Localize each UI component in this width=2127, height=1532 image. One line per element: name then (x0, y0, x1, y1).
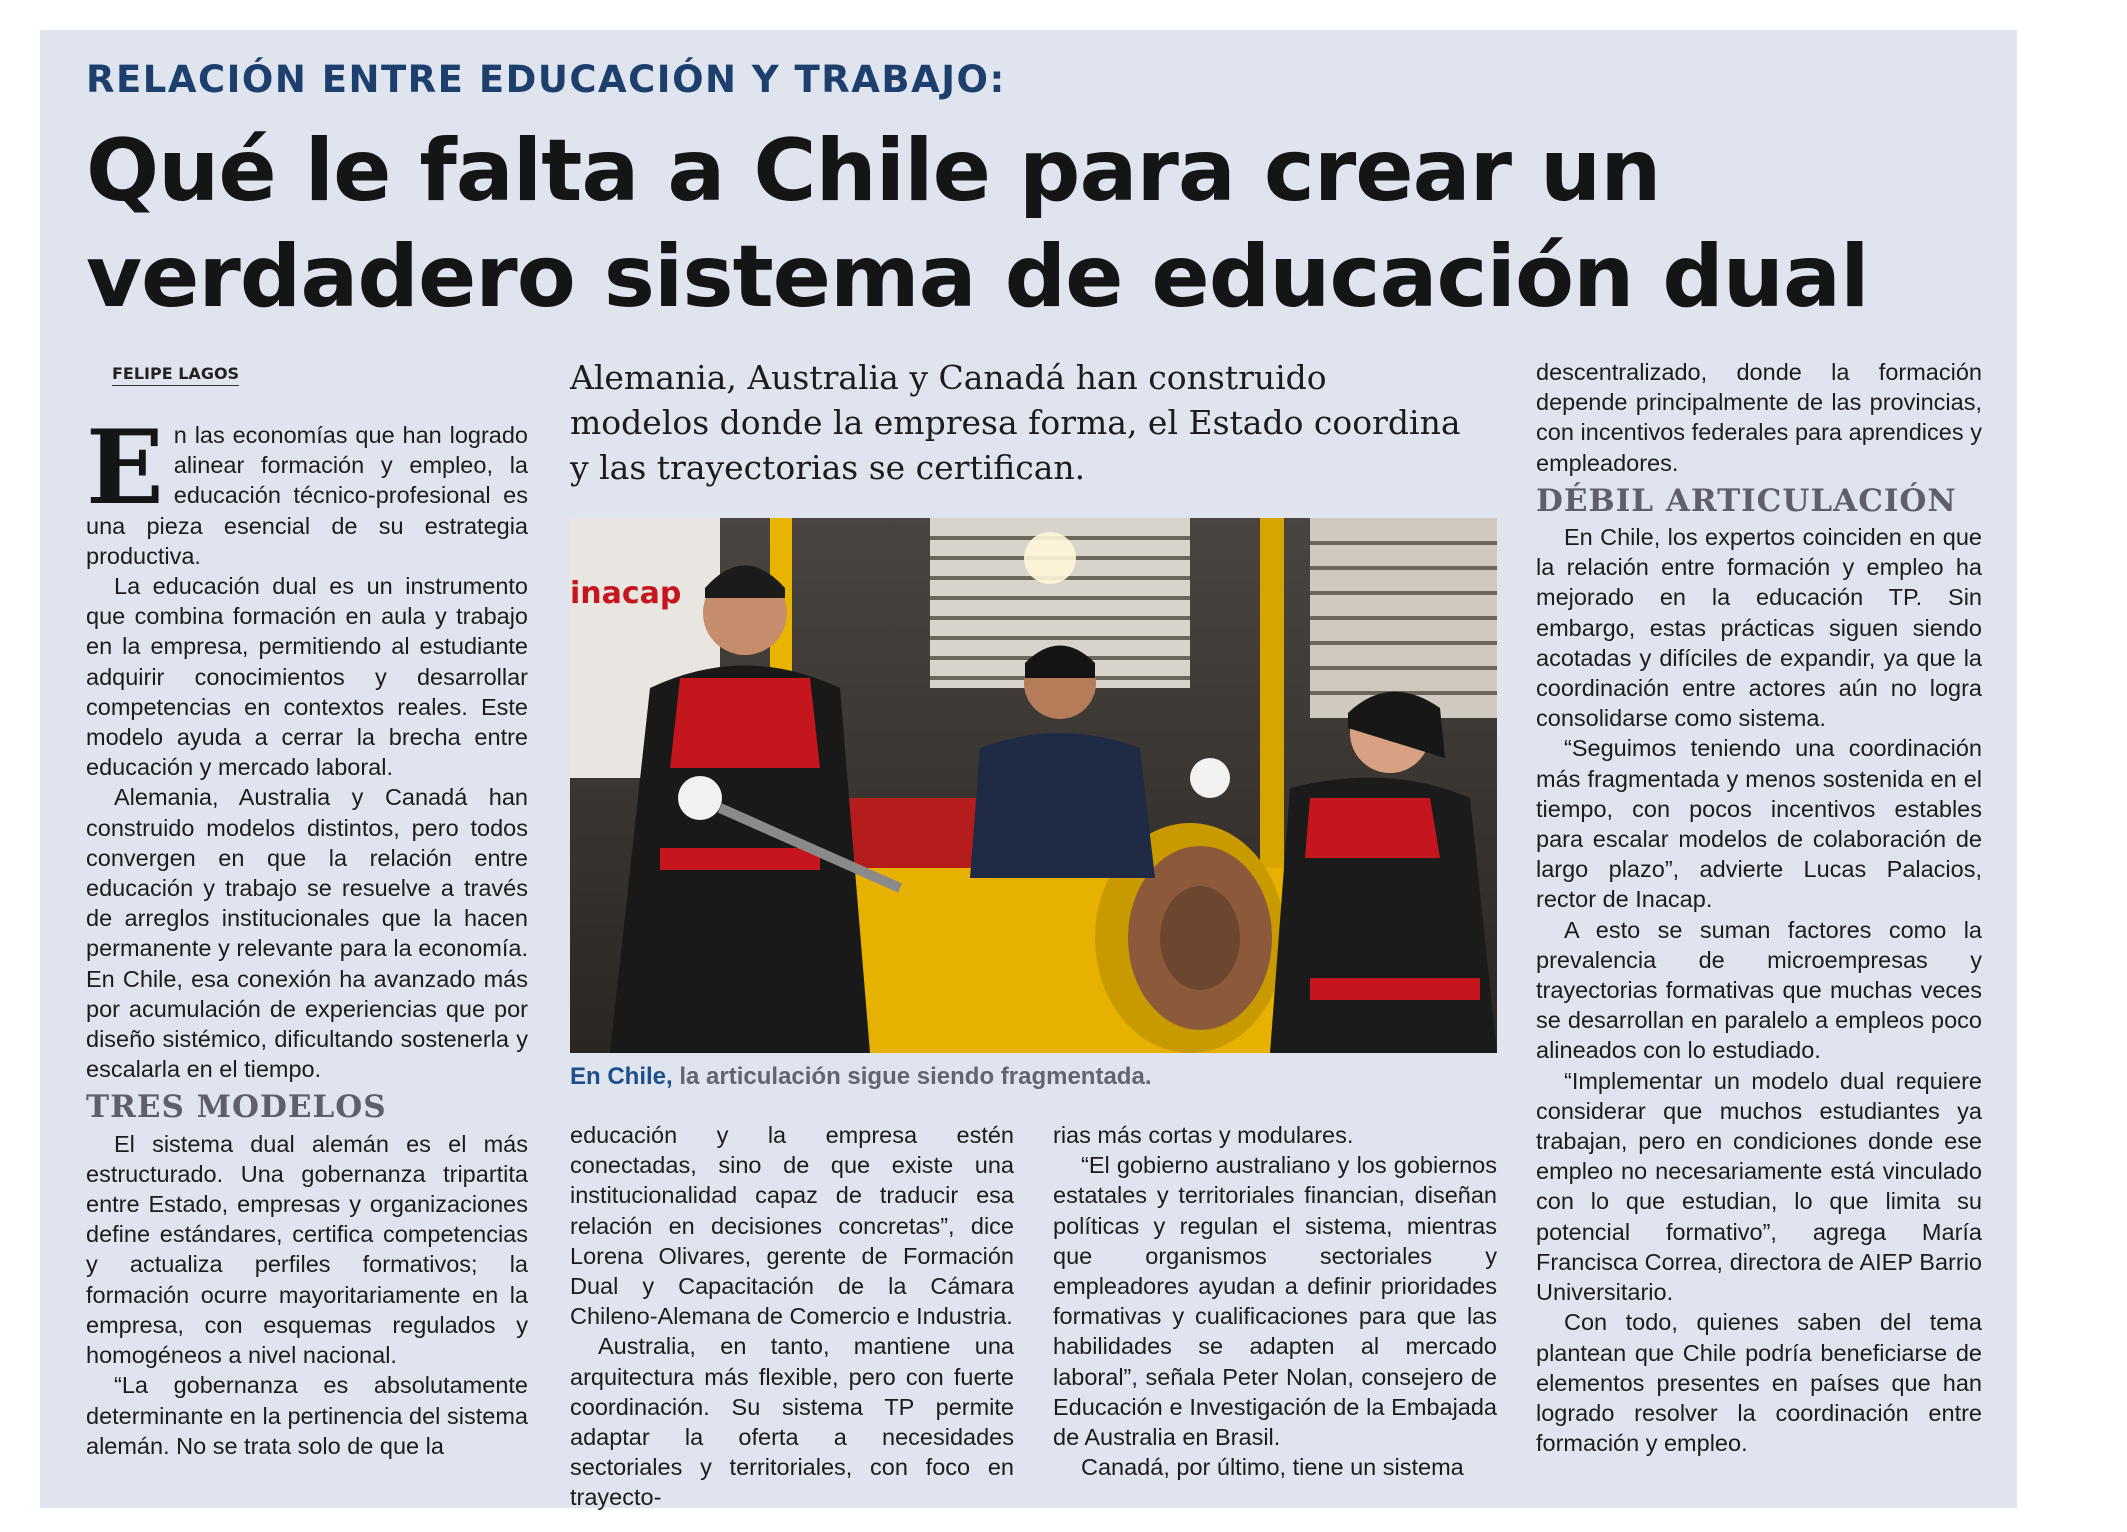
paragraph: “Implementar un modelo dual requiere considerar que muchos estudiantes ya trabajan, pero en condiciones donde ese empleo no necesariamente está vinculado con lo que estudian, lo que limita su potencial formativo”, agrega María Francisca Correa, directora de AIEP Barrio Universitario. (1536, 1067, 1982, 1306)
caption-lead: En Chile, (570, 1063, 673, 1090)
byline: FELIPE LAGOS (112, 364, 239, 386)
article-photo (570, 518, 1497, 1053)
paragraph: La educación dual es un instrumento que combina formación en aula y trabajo en la empresa, permitiendo al estudiante adquirir conocimientos y desarrollar competencias en contextos reales. Este modelo ayuda a cerrar la brecha entre educación y mercado laboral. (86, 573, 528, 781)
paragraph: educación y la empresa estén conectadas, sino de que existe una institucionalidad capaz de traducir esa relación en decisiones concretas”, dice Lorena Olivares, gerente de Formación Dual y Capacitación de la Cámara Chileno-Alemana de Comercio e Industria. (570, 1122, 1014, 1330)
subhead-debil-articulacion: DÉBIL ARTICULACIÓN (1536, 482, 1957, 519)
paragraph: “Seguimos teniendo una coordinación más fragmentada y menos sostenida en el tiempo, con pocos incentivos estables para escalar modelos de colaboración de largo plazo”, advierte Lucas Palacios, rector de Inacap. (1536, 735, 1982, 913)
intro-paragraph: En las economías que han logrado alinear formación y empleo, la educación técnico-profesional es una pieza esencial de su estrategia productiva. (86, 408, 528, 569)
paragraph: Australia, en tanto, mantiene una arquitectura más flexible, pero con fuerte coordinación. Su sistema TP permite adaptar la oferta a necesidades sectoriales y territoriales, con foco en trayecto- (570, 1333, 1014, 1511)
paragraph: descentralizado, donde la formación depende principalmente de las provincias, con incentivos federales para aprendices y empleadores. (1536, 359, 1982, 476)
paragraph: Canadá, por último, tiene un sistema (1081, 1454, 1464, 1481)
kicker: RELACIÓN ENTRE EDUCACIÓN Y TRABAJO: (86, 58, 1006, 101)
deck: Alemania, Australia y Canadá han construido modelos donde la empresa forma, el Estado coordina y las trayectorias se certifican. (570, 358, 1461, 487)
caption-text: la articulación sigue siendo fragmentada. (679, 1063, 1152, 1090)
subhead-tres-modelos: TRES MODELOS (86, 1089, 387, 1126)
paragraph: Con todo, quienes saben del tema plantean que Chile podría beneficiarse de elementos presentes en países que han logrado resolver la coordinación entre formación y empleo. (1536, 1309, 1982, 1457)
column-4 (1536, 357, 1982, 1458)
headline: Qué le falta a Chile para crear un verdadero sistema de educación dual (86, 121, 1869, 327)
paragraph: A esto se suman factores como la prevalencia de microempresas y trayectorias formativas que muchas veces se desarrollan en paralelo a empleos poco alineados con lo estudiado. (1536, 916, 1982, 1064)
paragraph: “El gobierno australiano y los gobiernos estatales y territoriales financian, diseñan políticas y regulan el sistema, mientras que organismos sectoriales y empleadores ayudan a definir prioridades formativas y cualificaciones para que las habilidades se adapten al mercado laboral”, señala Peter Nolan, consejero de Educación e Investigación de la Embajada de Australia en Brasil. (1053, 1152, 1497, 1451)
column-1 (86, 408, 528, 1461)
paragraph: El sistema dual alemán es el más estructurado. Una gobernanza tripartita entre Estado, empresas y organizaciones define estándares, certifica competencias y actualiza perfiles formativos; la formación ocurre mayoritariamente en la empresa, con esquemas regulados y homogéneos a nivel nacional. (86, 1130, 528, 1369)
paragraph: Alemania, Australia y Canadá han construido modelos distintos, pero todos convergen en que la relación entre educación y trabajo se resuelve a través de arreglos institucionales que la hacen permanente y relevante para la economía. En Chile, esa conexión ha avanzado más por acumulación de experiencias que por diseño sistémico, dificultando sostenerla y escalarla en el tiempo. (86, 784, 528, 1083)
column-3 (1053, 1120, 1497, 1482)
paragraph: rias más cortas y modulares. (1053, 1122, 1354, 1148)
paragraph: En Chile, los expertos coinciden en que la relación entre formación y empleo ha mejorado en la educación TP. Sin embargo, estas prácticas siguen siendo acotadas y difíciles de expandir, ya que la coordinación entre actores aún no logra consolidarse como sistema. (1536, 524, 1982, 732)
drop-cap: E (86, 408, 164, 528)
photo-caption (570, 1063, 1151, 1091)
column-2 (570, 1120, 1014, 1513)
paragraph: “La gobernanza es absolutamente determinante en la pertinencia del sistema alemán. No se trata solo de que la (86, 1372, 528, 1459)
inacap-logo-text: inacap (570, 576, 682, 611)
workshop-photo-illustration (570, 518, 1497, 1053)
